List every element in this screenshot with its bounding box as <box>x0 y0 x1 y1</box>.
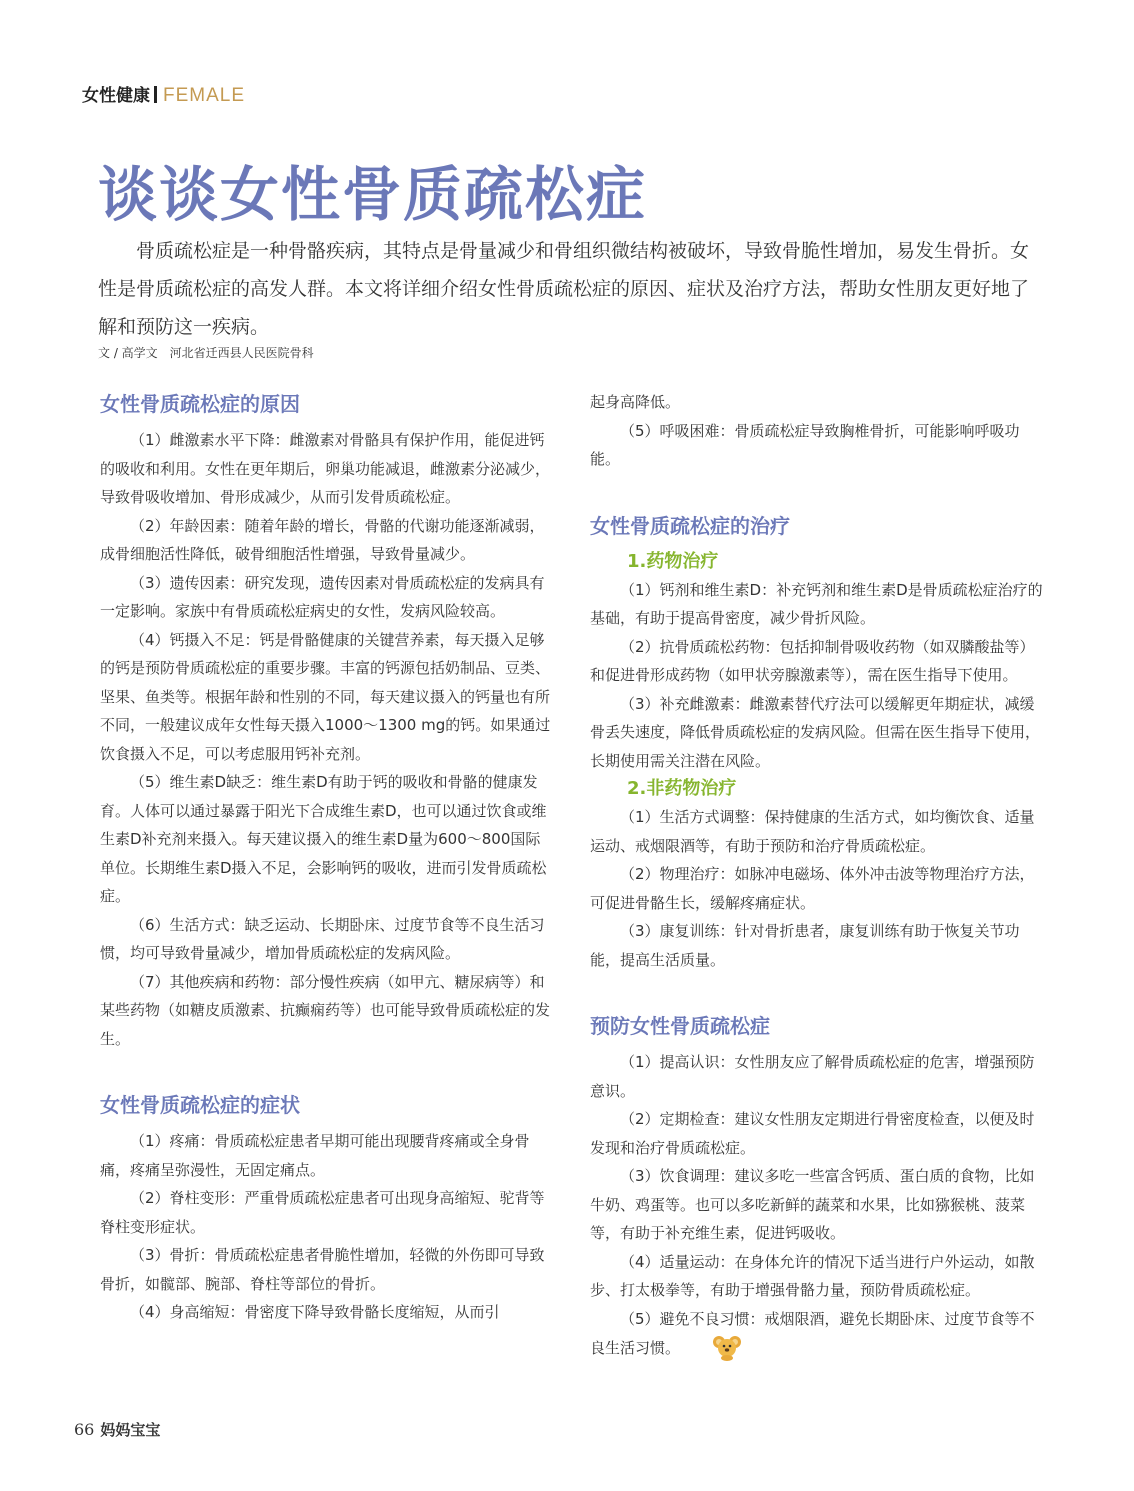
prevention-paragraph-last <box>590 1305 1045 1371</box>
article-intro: 骨质疏松症是一种骨骼疾病，其特点是骨量减少和骨组织微结构被破坏，导致骨脆性增加，易发生骨折。女性是骨质疏松症的高发人群。本文将详细介绍女性骨质疏松症的原因、症状及治疗方法，帮助女性朋友更好地了解和预防这一疾病。 <box>98 240 1030 338</box>
symptom-paragraph: （3）骨折：骨质疏松症患者骨脆性增加，轻微的外伤即可导致骨折，如髋部、腕部、脊柱等部位的骨折。 <box>100 1246 545 1293</box>
prevention-paragraph: （4）适量运动：在身体允许的情况下适当进行户外运动，如散步、打太极拳等，有助于增强骨骼力量，预防骨质疏松症。 <box>590 1252 1035 1299</box>
section-label-en: FEMALE <box>163 85 246 106</box>
prevention-heading: 预防女性骨质疏松症 <box>590 1014 770 1038</box>
nondrug-treatment-heading: 2.非药物治疗 <box>627 778 737 799</box>
cause-paragraph: （1）雌激素水平下降：雌激素对骨骼具有保护作用，能促进钙的吸收和利用。女性在更年期后，卵巢功能减退，雌激素分泌减少，导致骨吸收增加、骨形成减少，从而引发骨质疏松症。 <box>100 431 551 506</box>
header-divider <box>154 86 157 103</box>
treatment-paragraph: （3）康复训练：针对骨折患者，康复训练有助于恢复关节功能，提高生活质量。 <box>590 922 1020 969</box>
page-footer <box>74 1419 160 1442</box>
prevention-last-text: （5）避免不良习惯：戒烟限酒，避免长期卧床、过度节食等不良生活习惯。 <box>590 1309 1035 1357</box>
left-column <box>100 388 555 1327</box>
page-number: 66 <box>74 1420 95 1439</box>
treatment-paragraph: （1）生活方式调整：保持健康的生活方式，如均衡饮食、适量运动、戒烟限酒等，有助于预防和治疗骨质疏松症。 <box>590 808 1035 855</box>
cause-paragraph: （2）年龄因素：随着年龄的增长，骨骼的代谢功能逐渐减弱，成骨细胞活性降低，破骨细胞活性增强，导致骨量减少。 <box>100 516 545 563</box>
causes-heading: 女性骨质疏松症的原因 <box>100 392 300 416</box>
treatment-paragraph: （2）物理治疗：如脉冲电磁场、体外冲击波等物理治疗方法，可促进骨骼生长，缓解疼痛症状。 <box>590 865 1035 912</box>
symptom-paragraph: （5）呼吸困难：骨质疏松症导致胸椎骨折，可能影响呼吸功能。 <box>590 421 1020 468</box>
cause-paragraph: （6）生活方式：缺乏运动、长期卧床、过度节食等不良生活习惯，均可导致骨量减少，增加骨质疏松症的发病风险。 <box>100 915 545 962</box>
section-gap <box>590 474 1045 510</box>
prevention-paragraph: （3）饮食调理：建议多吃一些富含钙质、蛋白质的食物，比如牛奶、鸡蛋等。也可以多吃新鲜的蔬菜和水果，比如猕猴桃、菠菜等，有助于补充维生素，促进钙吸收。 <box>590 1167 1035 1242</box>
symptom-paragraph: （1）疼痛：骨质疏松症患者早期可能出现腰背疼痛或全身骨痛，疼痛呈弥漫性，无固定痛点。 <box>100 1132 530 1179</box>
treatment-paragraph: （1）钙剂和维生素D：补充钙剂和维生素D是骨质疏松症治疗的基础，有助于提高骨密度，减少骨折风险。 <box>590 580 1043 627</box>
drug-treatment-heading: 1.药物治疗 <box>627 550 719 572</box>
right-column <box>590 388 1045 1371</box>
symptom-continuation: 起身高降低。 <box>590 393 681 411</box>
section-gap <box>100 1053 555 1089</box>
section-gap <box>590 974 1045 1010</box>
cause-paragraph: （3）遗传因素：研究发现，遗传因素对骨质疏松症的发病具有一定影响。家族中有骨质疏松症病史的女性，发病风险较高。 <box>100 573 545 620</box>
symptom-paragraph: （4）身高缩短：骨密度下降导致骨骼长度缩短，从而引 <box>130 1303 500 1321</box>
symptoms-heading: 女性骨质疏松症的症状 <box>100 1093 300 1117</box>
section-header <box>82 84 245 107</box>
koala-mascot-icon <box>682 1333 742 1371</box>
treatment-paragraph: （3）补充雌激素：雌激素替代疗法可以缓解更年期症状，减缓骨丢失速度，降低骨质疏松症的发病风险。但需在医生指导下使用，长期使用需关注潜在风险。 <box>590 694 1041 770</box>
article-title: 谈谈女性骨质疏松症 <box>98 160 648 229</box>
cause-paragraph: （4）钙摄入不足：钙是骨骼健康的关键营养素，每天摄入足够的钙是预防骨质疏松症的重要步骤。丰富的钙源包括奶制品、豆类、坚果、鱼类等。根据年龄和性别的不同，每天建议摄入的钙量也有所不同，一般建议成年女性每天摄入1000～1300 mg的钙。如果通过饮食摄入不足，可以考虑服用钙补充剂。 <box>100 630 551 763</box>
cause-paragraph: （5）维生素D缺乏：维生素D有助于钙的吸收和骨骼的健康发育。人体可以通过暴露于阳光下合成维生素D，也可以通过饮食或维生素D补充剂来摄入。每天建议摄入的维生素D量为600～800国际单位。长期维生素D摄入不足，会影响钙的吸收，进而引发骨质疏松症。 <box>100 773 547 905</box>
symptom-paragraph: （2）脊柱变形：严重骨质疏松症患者可出现身高缩短、驼背等脊柱变形症状。 <box>100 1189 545 1236</box>
section-label-zh: 女性健康 <box>82 86 150 106</box>
magazine-name: 妈妈宝宝 <box>100 1421 161 1439</box>
treatment-heading: 女性骨质疏松症的治疗 <box>590 513 790 538</box>
author-byline: 文 / 高学文 河北省迁西县人民医院骨科 <box>98 346 314 360</box>
prevention-paragraph: （1）提高认识：女性朋友应了解骨质疏松症的危害，增强预防意识。 <box>590 1053 1035 1100</box>
treatment-paragraph: （2）抗骨质疏松药物：包括抑制骨吸收药物（如双膦酸盐等）和促进骨形成药物（如甲状旁腺激素等），需在医生指导下使用。 <box>590 637 1035 684</box>
prevention-paragraph: （2）定期检查：建议女性朋友定期进行骨密度检查，以便及时发现和治疗骨质疏松症。 <box>590 1110 1035 1157</box>
cause-paragraph: （7）其他疾病和药物：部分慢性疾病（如甲亢、糖尿病等）和某些药物（如糖皮质激素、抗癫痫药等）也可能导致骨质疏松症的发生。 <box>100 972 551 1048</box>
